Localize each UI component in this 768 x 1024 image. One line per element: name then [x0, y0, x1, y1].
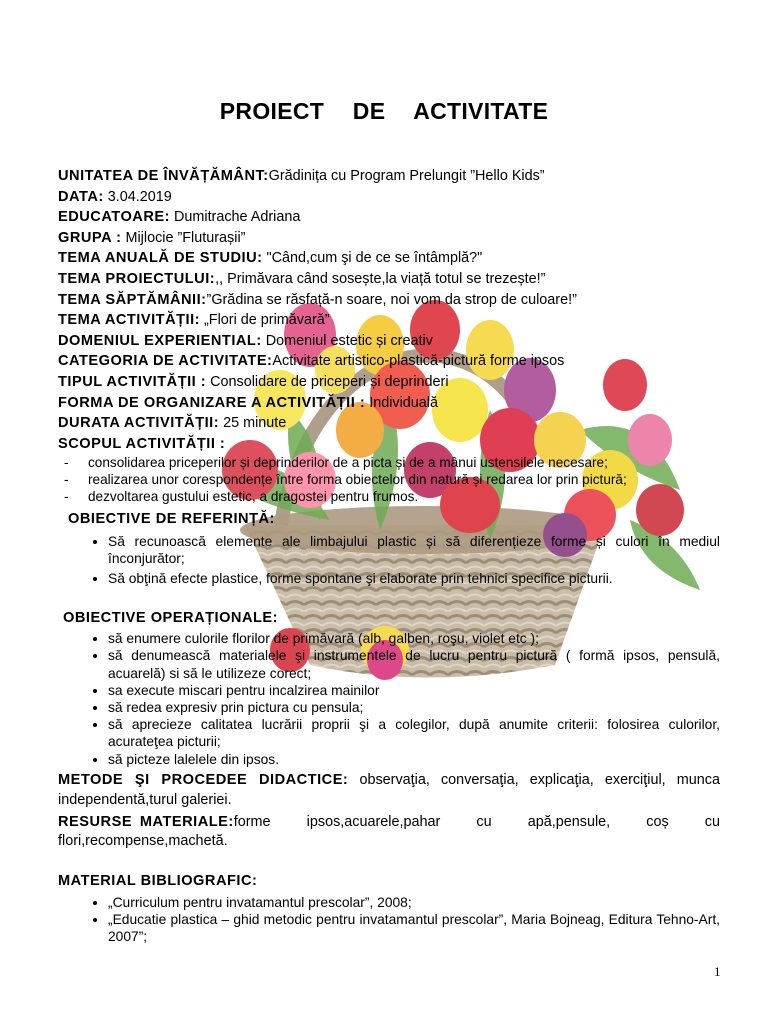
- field-value: "Când,cum şi de ce se întâmplă?": [262, 250, 483, 267]
- field-label: UNITATEA DE ÎNVĂȚĂMÂNT:: [58, 168, 269, 184]
- field-domeniul: [58, 331, 720, 352]
- field-label: TEMA ACTIVITĂȚII:: [58, 312, 200, 329]
- field-value: Domeniul estetic și creativ: [261, 332, 433, 349]
- field-value: ”Grădina se răsfață-n soare, noi vom da strop de culoare!”: [206, 291, 577, 308]
- field-label: DATA:: [58, 188, 104, 205]
- methods-paragraph: [58, 770, 720, 811]
- field-label: GRUPA :: [58, 229, 122, 246]
- field-label: TEMA SĂPTĂMÂNII:: [58, 291, 207, 308]
- field-value: Dumitrache Adriana: [169, 209, 301, 226]
- scope-list: [58, 454, 720, 505]
- methods-label: METODE ŞI PROCEDEE DIDACTICE:: [58, 771, 349, 788]
- bibliography-list: [58, 894, 720, 946]
- field-tema-saptamanii: [58, 290, 720, 311]
- field-forma-organizare: [58, 393, 720, 414]
- op-objectives-list: [58, 630, 720, 768]
- list-item: • să enumere culorile florilor de primăvară (alb, galben, roşu, violet etc );: [108, 630, 720, 647]
- op-objectives-heading: OBIECTIVE OPERAȚIONALE:: [63, 609, 279, 626]
- field-value: ,, Primăvara când sosește,la viață totul se trezește!”: [215, 270, 546, 287]
- field-value: 3.04.2019: [103, 188, 172, 205]
- field-tema-activitatii: [58, 310, 720, 331]
- field-label: TEMA ANUALĂ DE STUDIU:: [58, 250, 263, 267]
- list-item: - dezvoltarea gustului estetic, a dragostei pentru frumos.: [58, 488, 720, 505]
- field-label: DURATA ACTIVITĂȚII:: [58, 415, 220, 432]
- field-label: TIPUL ACTIVITĂȚII :: [58, 373, 207, 390]
- field-tema-anuala: [58, 248, 720, 269]
- field-value: Consolidare de priceperi și deprinderi: [206, 373, 449, 390]
- field-value: 25 minute: [219, 415, 287, 432]
- field-value: Grădinița cu Program Prelungit ”Hello Kids”: [268, 168, 545, 184]
- bibliography-heading: MATERIAL BIBLIOGRAFIC:: [58, 872, 258, 889]
- ref-objectives-heading: OBIECTIVE DE REFERINȚĂ:: [68, 511, 275, 528]
- page-title: PROIECT DE ACTIVITATE: [219, 98, 549, 124]
- field-data: [58, 187, 720, 208]
- field-unitate: [58, 166, 720, 187]
- list-item: • „Educatie plastica – ghid metodic pentru invatamantul prescolar”, Maria Bojneag, Editura Tehno-Art, 2007”;: [108, 911, 720, 945]
- scope-heading: SCOPUL ACTIVITĂȚII :: [58, 435, 226, 452]
- field-educatoare: [58, 207, 720, 228]
- resources-paragraph: [58, 813, 725, 851]
- resources-value: forme ipsos,acuarele,pahar cu apă,pensule, coș cu flori,recompense,machetă.: [58, 813, 725, 849]
- field-tipul: [58, 372, 720, 393]
- field-label: TEMA PROIECTULUI:: [58, 270, 216, 287]
- page-number: 1: [714, 964, 721, 979]
- list-item: • să aprecieze calitatea lucrării proprii şi a colegilor, după anumite criterii: folosirea culorilor, acurateţea picturii;: [108, 716, 720, 750]
- field-label: DOMENIUL EXPERIENTIAL:: [58, 332, 262, 349]
- document-body: [58, 166, 725, 945]
- field-grupa: [58, 228, 720, 249]
- field-label: FORMA DE ORGANIZARE A ACTIVITĂȚII :: [58, 394, 366, 411]
- field-value: Activitate artistico-plastică-pictură forme ipsos: [272, 353, 565, 370]
- field-categoria: [58, 351, 720, 372]
- list-item: • Să obţină efecte plastice, forme spontane şi elaborate prin tehnici specifice picturii.: [108, 570, 720, 587]
- list-item: • sa execute miscari pentru incalzirea mainilor: [108, 682, 720, 699]
- resources-label: RESURSE MATERIALE:: [58, 813, 234, 830]
- list-item: • să picteze lalelele din ipsos.: [108, 751, 720, 768]
- list-item: - consolidarea priceperilor și deprinderilor de a picta și de a mânui ustensilele necesare;: [58, 454, 720, 471]
- field-value: Individuală: [365, 394, 439, 411]
- list-item: • să redea expresiv prin pictura cu pensula;: [108, 699, 720, 716]
- ref-objectives-list: [58, 533, 720, 588]
- methods-value: observaţia, conversaţia, explicaţia, exerciţiul, munca independentă,turul galeriei.: [58, 771, 720, 809]
- field-durata: [58, 413, 720, 434]
- field-label: EDUCATOARE:: [58, 209, 170, 226]
- field-label: CATEGORIA DE ACTIVITATE:: [58, 353, 273, 370]
- list-item: - realizarea unor corespondențe între forma obiectelor din natură și redarea lor prin pictură;: [58, 471, 720, 488]
- list-item: • „Curriculum pentru invatamantul prescolar”, 2008;: [108, 894, 720, 911]
- field-tema-proiectului: [58, 269, 720, 290]
- list-item: • Să recunoască elemente ale limbajului plastic și să diferențieze forme și culori în mediul înconjurător;: [108, 533, 720, 567]
- field-value: Mijlocie ”Fluturașii”: [121, 229, 246, 246]
- list-item: • să denumească materialele şi instrumentele de lucru pentru pictură ( formă ipsos, pensulă, acuarelă) si să le utilizeze corect;: [108, 647, 720, 681]
- field-value: „Flori de primăvară”: [200, 312, 330, 329]
